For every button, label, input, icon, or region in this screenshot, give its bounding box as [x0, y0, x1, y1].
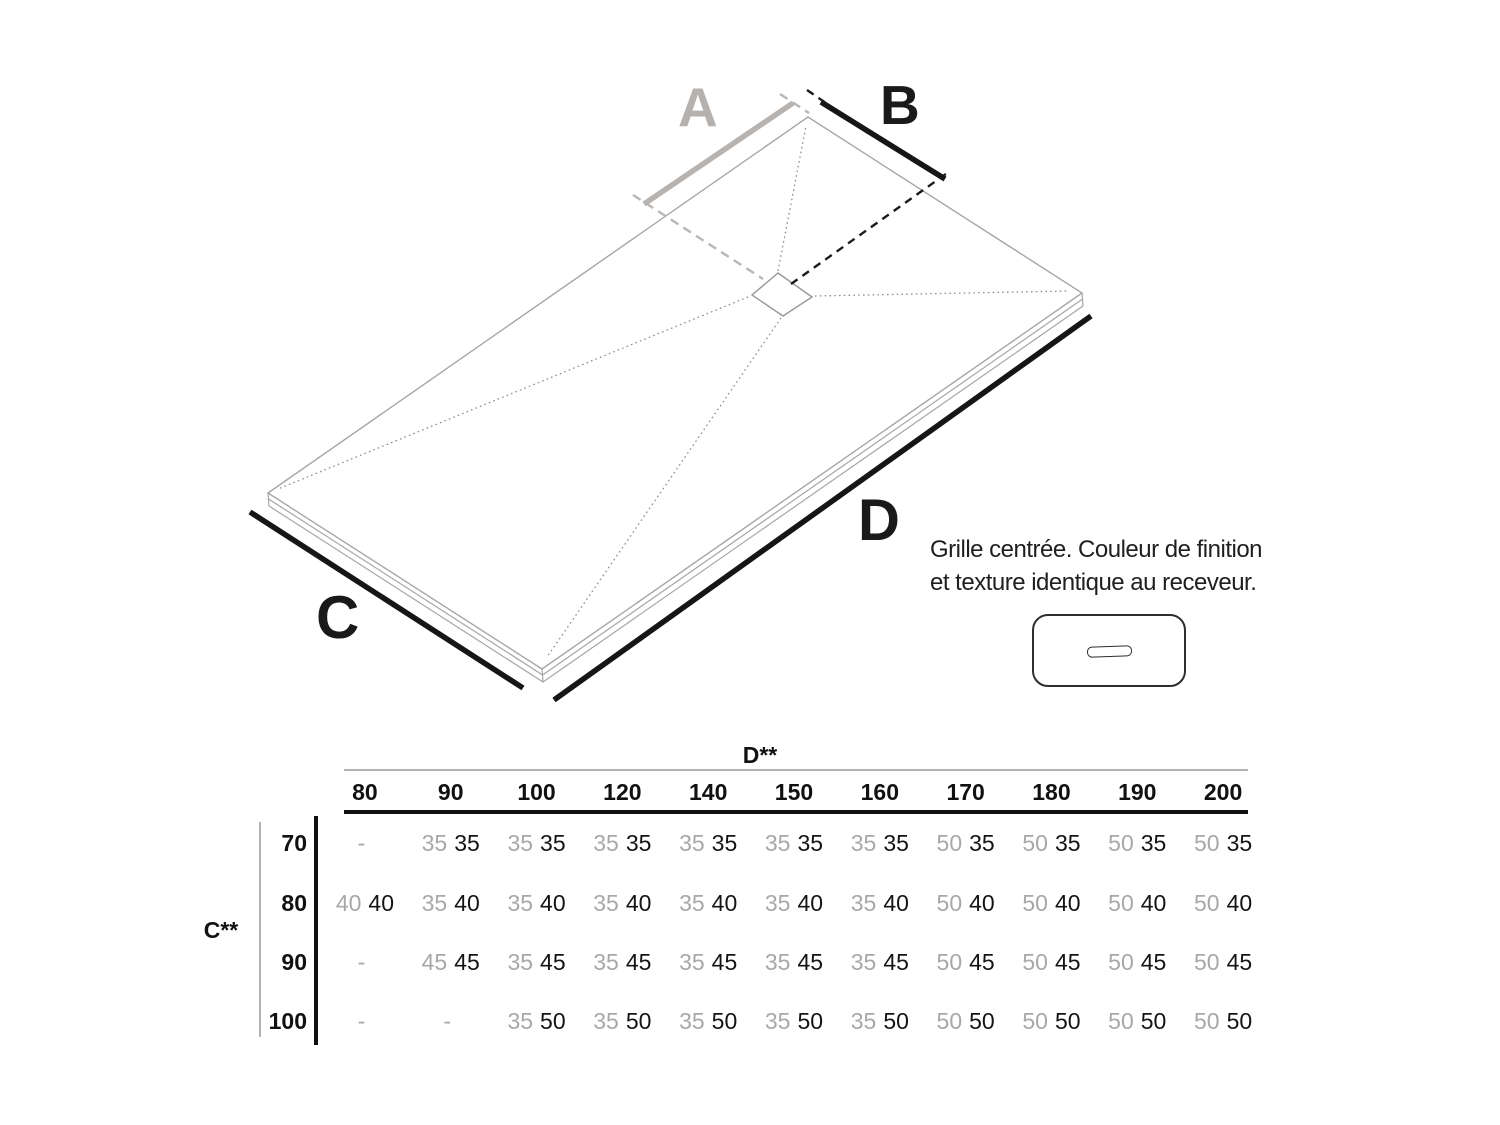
- table-cell: 50 35: [1108, 830, 1167, 856]
- col-header: 190: [1118, 779, 1157, 805]
- table-cell: 50 35: [1022, 830, 1081, 856]
- table-cell: 50 40: [1108, 890, 1167, 916]
- row-header: 80: [281, 890, 307, 916]
- row-header: 100: [268, 1008, 307, 1034]
- col-header: 150: [774, 779, 814, 805]
- dim-label-c: C: [316, 584, 360, 651]
- table-cell: 35 40: [679, 890, 738, 916]
- dim-label-b: B: [880, 74, 920, 136]
- col-header: 180: [1032, 779, 1071, 805]
- row-header: 70: [281, 830, 307, 856]
- table-cell: 35 50: [850, 1008, 909, 1034]
- table-cell: 50 50: [936, 1008, 995, 1034]
- table-cell: 50 35: [1193, 830, 1253, 856]
- table-cell: 50 40: [1022, 890, 1081, 916]
- table-cell: 35 40: [764, 890, 824, 916]
- table-cell: 35 35: [593, 830, 652, 856]
- col-header: 160: [860, 779, 899, 805]
- table-cell: 50 45: [1193, 949, 1253, 975]
- table-cell: 35 35: [421, 830, 480, 856]
- table-cell: 50 40: [936, 890, 995, 916]
- table-cell: 40 40: [335, 890, 394, 916]
- table-cell: 35 35: [850, 830, 909, 856]
- table-cell: 50 40: [1193, 890, 1253, 916]
- table-cell: 35 50: [593, 1008, 652, 1034]
- table-cell: 50 45: [1108, 949, 1167, 975]
- table-c-axis-label: C**: [203, 917, 239, 943]
- table-cell: 35 50: [679, 1008, 738, 1034]
- table-row: [0, 890, 1500, 916]
- table-cell: 35 50: [764, 1008, 824, 1034]
- table-cell: 35 50: [507, 1008, 566, 1034]
- table-top-divider: [344, 769, 1248, 771]
- table-cell: 35 40: [421, 890, 480, 916]
- table-cell: 35 40: [850, 890, 909, 916]
- grille-note-line2: et texture identique au receveur.: [930, 569, 1257, 596]
- table-cell: 35 45: [507, 949, 566, 975]
- row-header: 90: [281, 949, 307, 975]
- grille-icon: [1032, 614, 1186, 687]
- col-header: 100: [517, 779, 556, 805]
- dim-label-a: A: [678, 76, 718, 138]
- table-d-axis-label: D**: [742, 742, 778, 768]
- table-row: [0, 1008, 1500, 1034]
- table-cell: -: [357, 1008, 366, 1034]
- table-cell: 35 40: [507, 890, 566, 916]
- table-row: [0, 830, 1500, 856]
- table-cell: 50 50: [1108, 1008, 1167, 1034]
- table-cell: 35 45: [593, 949, 652, 975]
- table-column-headers: [322, 779, 1266, 806]
- table-cell: 50 50: [1193, 1008, 1253, 1034]
- table-cell: 35 35: [764, 830, 824, 856]
- table-header-divider: [344, 810, 1248, 814]
- col-header: 80: [352, 779, 378, 805]
- table-row: [0, 949, 1500, 975]
- table-cell: 35 35: [679, 830, 738, 856]
- dim-label-d: D: [858, 488, 900, 553]
- table-cell: -: [357, 949, 366, 975]
- table-cell: -: [443, 1008, 452, 1034]
- table-cell: 50 45: [936, 949, 995, 975]
- table-cell: 35 45: [850, 949, 909, 975]
- table-cell: 50 35: [936, 830, 995, 856]
- col-header: 200: [1203, 779, 1243, 805]
- table-cell: 35 45: [764, 949, 824, 975]
- table-cell: 50 45: [1022, 949, 1081, 975]
- grille-note-line1: Grille centrée. Couleur de finition: [930, 536, 1263, 563]
- table-cell: 50 50: [1022, 1008, 1081, 1034]
- table-cell: 35 40: [593, 890, 652, 916]
- grille-note: [930, 533, 1262, 599]
- col-header: 90: [437, 779, 464, 805]
- table-cell: -: [357, 830, 366, 856]
- col-header: 170: [946, 779, 985, 805]
- col-header: 140: [688, 779, 728, 805]
- table-cell: 35 45: [679, 949, 738, 975]
- table-cell: 35 35: [507, 830, 566, 856]
- table-cell: 45 45: [421, 949, 480, 975]
- col-header: 120: [603, 779, 642, 805]
- grille-slot-icon: [1087, 645, 1132, 658]
